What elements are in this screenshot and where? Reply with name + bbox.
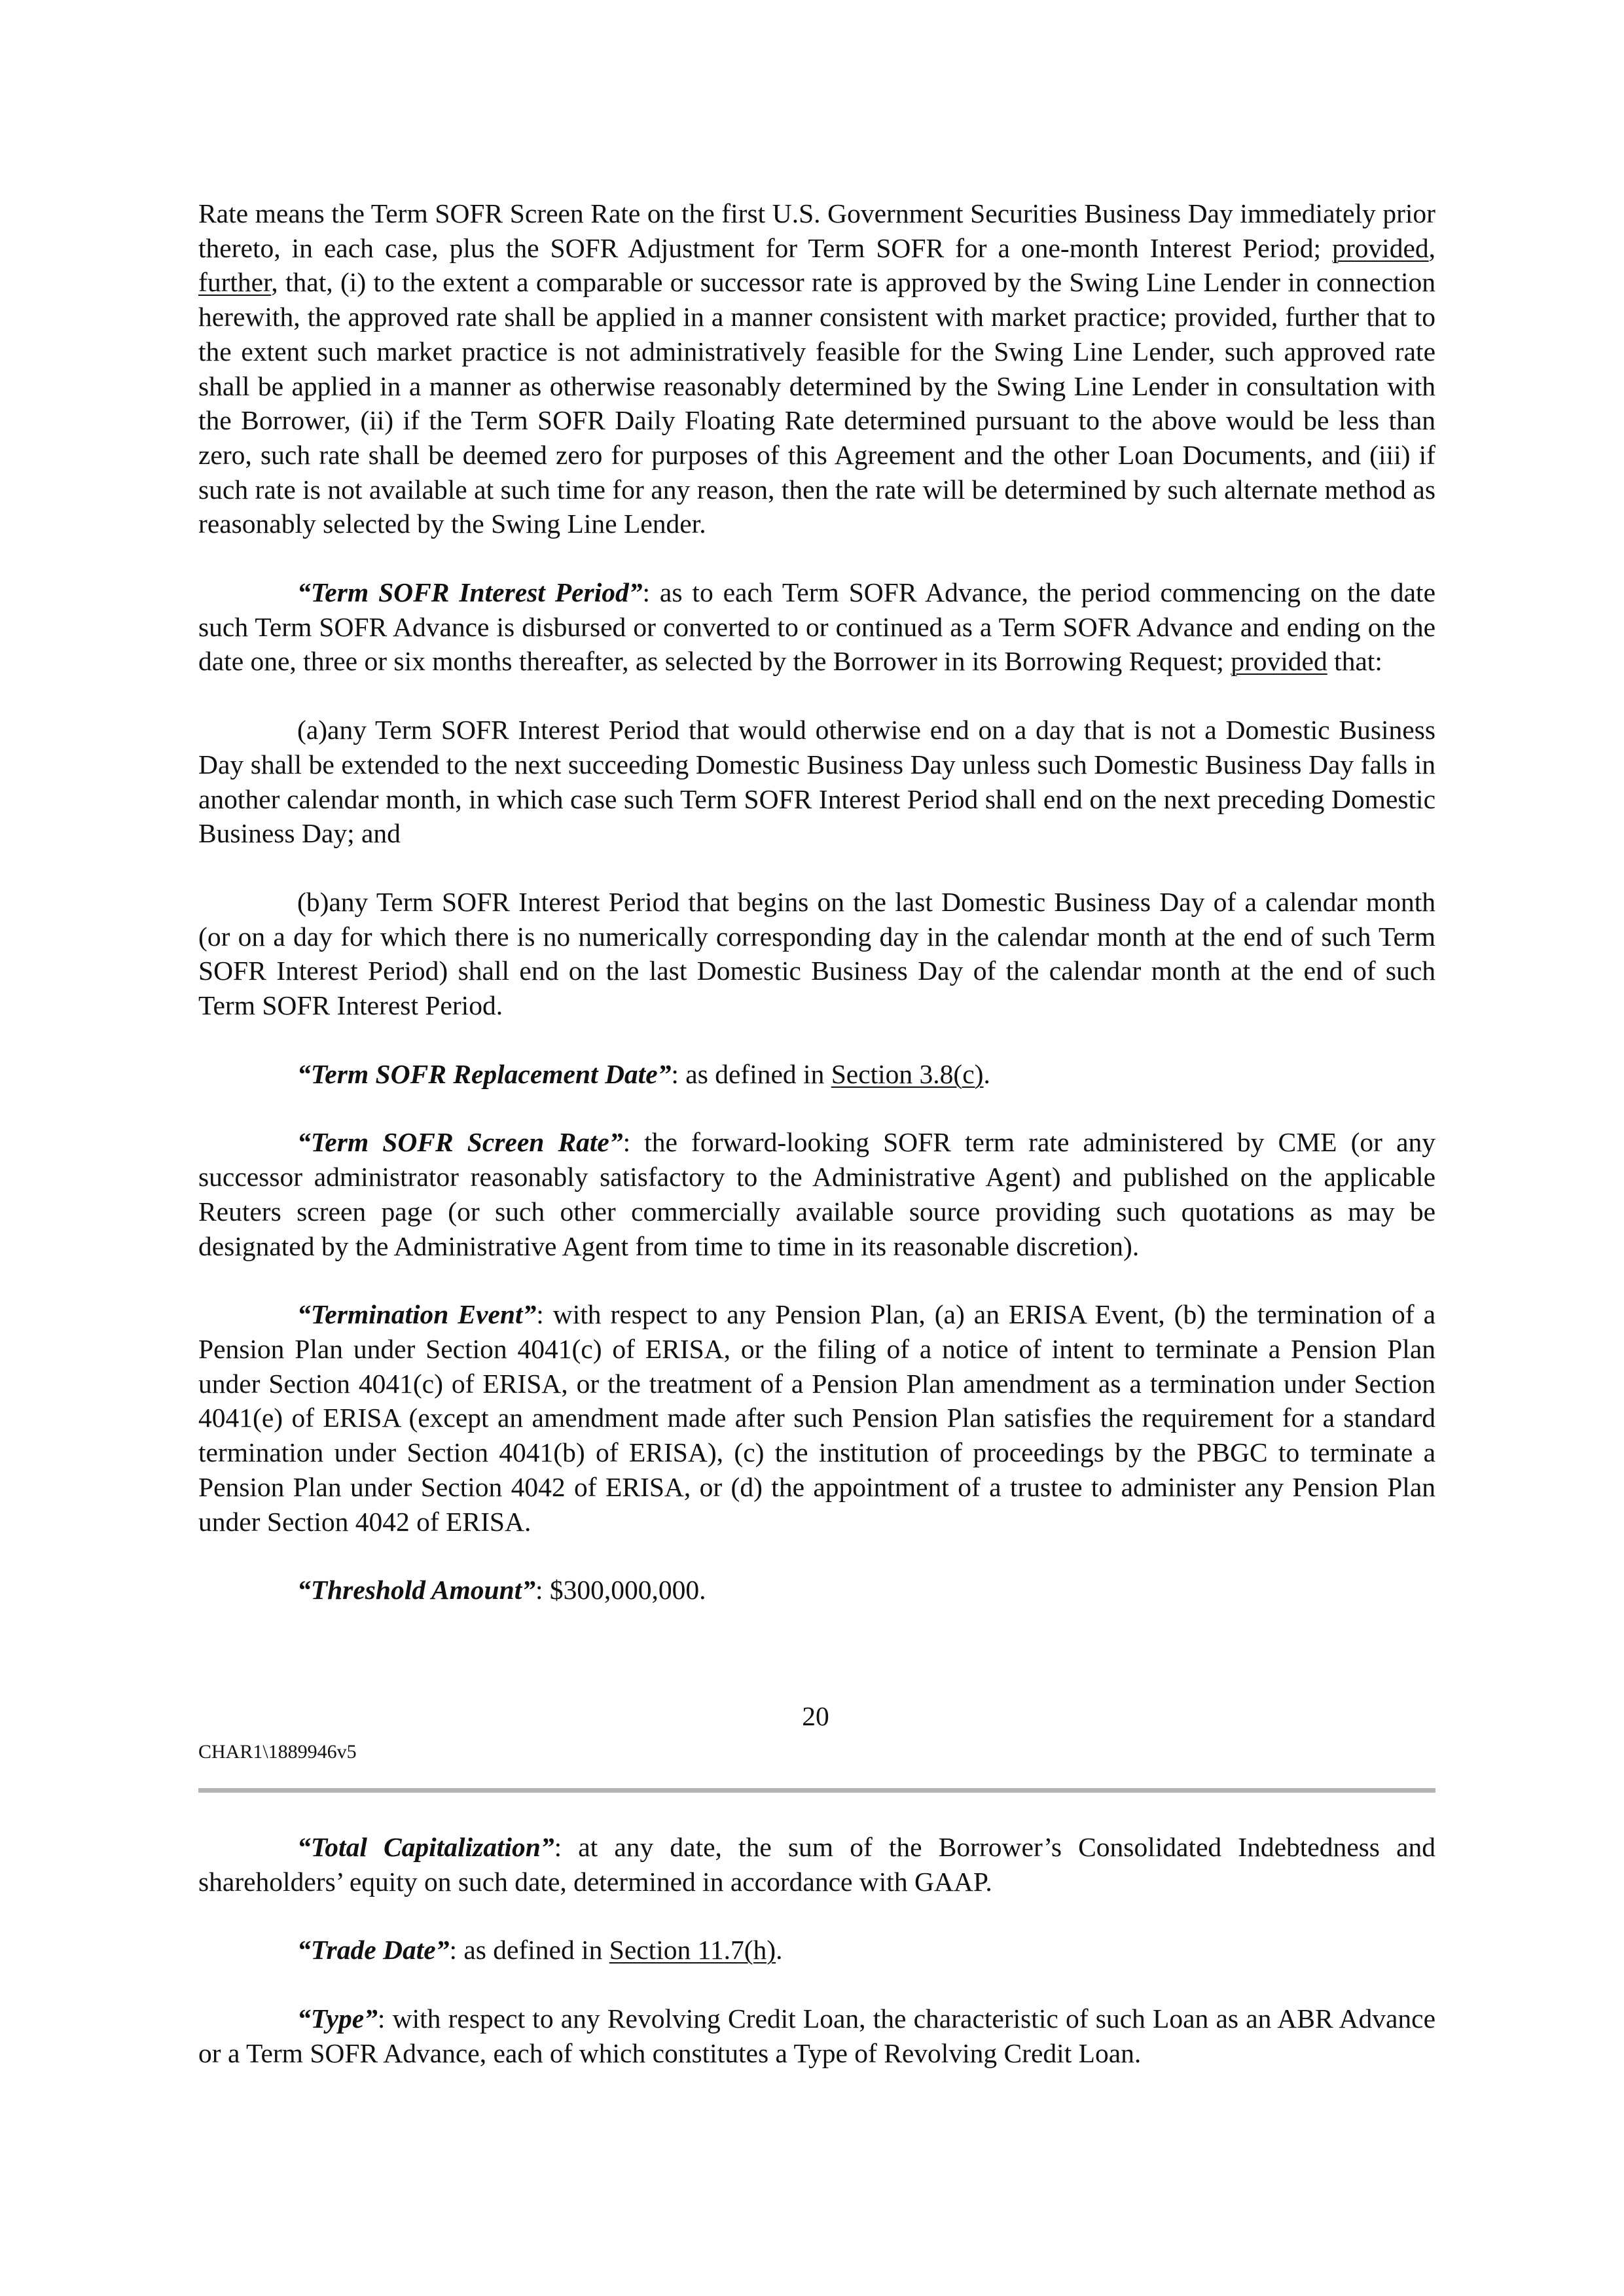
page-2-body xyxy=(198,1830,1435,2071)
defined-term: “Trade Date” xyxy=(297,1935,450,1965)
definition-total-capitalization: “Total Capitalization”: at any date, the sum of the Borrower’s Consolidated Indebtedness and shareholders’ equity on such date, determined in accordance with GAAP. xyxy=(198,1832,1435,1897)
section-reference: Section 11.7(h) xyxy=(609,1935,776,1965)
defined-term: “Term SOFR Replacement Date” xyxy=(297,1058,672,1089)
definition-termination-event: “Termination Event”: with respect to any Pension Plan, (a) an ERISA Event, (b) the termination of a Pension Plan under Section 4041(c) of ERISA, or the filing of a notice of intent to terminate a Pension Plan under Section 4041(c) of ERISA, or the treatment of a Pension Plan amendment as a termination under Section 4041(e) of ERISA (except an amendment made after such Pension Plan satisfies the requirement for a standard termination under Section 4041(b) of ERISA), (c) the institution of proceedings by the PBGC to terminate a Pension Plan under Section 4042 of ERISA, or (d) the appointment of a trustee to administer any Pension Plan under Section 4042 of ERISA. xyxy=(198,1299,1435,1537)
definition-term-sofr-screen-rate: “Term SOFR Screen Rate”: the forward-looking SOFR term rate administered by CME (or any successor administrator reasonably satisfactory to the Administrative Agent) and published on the applicable Reuters screen page (or such other commercially available source providing such quotations as may be designated by the Administrative Agent from time to time in its reasonable discretion). xyxy=(198,1127,1435,1261)
provided-underlined: provided xyxy=(1231,646,1327,677)
defined-term: “Termination Event” xyxy=(297,1299,537,1330)
defined-term: “Total Capitalization” xyxy=(297,1832,554,1862)
clause-b: (b)any Term SOFR Interest Period that begins on the last Domestic Business Day of a calendar month (or on a day for which there is no numerically corresponding day in the calendar month at the end of such Term SOFR Interest Period) shall end on the last Domestic Business Day of the calendar month at the end of such Term SOFR Interest Period. xyxy=(198,886,1435,1021)
defined-term: “Term SOFR Interest Period” xyxy=(297,577,643,608)
page-1-body xyxy=(198,196,1435,1607)
defined-term: “Term SOFR Screen Rate” xyxy=(297,1127,623,1158)
defined-term: “Threshold Amount” xyxy=(297,1575,535,1605)
defined-term: “Type” xyxy=(297,2003,378,2034)
clause-a: (a)any Term SOFR Interest Period that would otherwise end on a day that is not a Domestic Business Day shall be extended to the next succeeding Domestic Business Day unless such Domestic Business Day falls in another calendar month, in which case such Term SOFR Interest Period shall end on the next preceding Domestic Business Day; and xyxy=(198,715,1435,849)
definition-term-sofr-replacement-date: “Term SOFR Replacement Date”: as defined in Section 3.8(c). xyxy=(297,1058,990,1089)
definition-trade-date: “Trade Date”: as defined in Section 11.7(h). xyxy=(297,1935,783,1965)
definition-type: “Type”: with respect to any Revolving Credit Loan, the characteristic of such Loan as an ABR Advance or a Term SOFR Advance, each of which constitutes a Type of Revolving Credit Loan. xyxy=(198,2003,1435,2068)
further-underlined: further xyxy=(198,267,272,298)
page-number: 20 xyxy=(802,1701,829,1731)
page-separator xyxy=(198,1788,1435,1793)
definition-threshold-amount: “Threshold Amount”: $300,000,000. xyxy=(297,1575,706,1605)
section-reference: Section 3.8(c) xyxy=(831,1058,984,1089)
provided-underlined: provided xyxy=(1332,232,1429,263)
definition-term-sofr-interest-period: “Term SOFR Interest Period”: as to each Term SOFR Advance, the period commencing on the date such Term SOFR Advance is disbursed or converted to or continued as a Term SOFR Advance and ending on the date one, three or six months thereafter, as selected by the Borrower in its Borrowing Request; provided that: xyxy=(198,577,1435,677)
document-id: CHAR1\1889946v5 xyxy=(198,1741,357,1763)
rate-continuation-paragraph: Rate means the Term SOFR Screen Rate on the first U.S. Government Securities Business Day immediately prior thereto, in each case, plus the SOFR Adjustment for Term SOFR for a one-month Interest Period; provided, further, that, (i) to the extent a comparable or successor rate is approved by the Swing Line Lender in connection herewith, the approved rate shall be applied in a manner consistent with market practice; provided, further that to the extent such market practice is not administratively feasible for the Swing Line Lender, such approved rate shall be applied in a manner as otherwise reasonably determined by the Swing Line Lender in consultation with the Borrower, (ii) if the Term SOFR Daily Floating Rate determined pursuant to the above would be less than zero, such rate shall be deemed zero for purposes of this Agreement and the other Loan Documents, and (iii) if such rate is not available at such time for any reason, then the rate will be determined by such alternate method as reasonably selected by the Swing Line Lender. xyxy=(198,198,1435,539)
